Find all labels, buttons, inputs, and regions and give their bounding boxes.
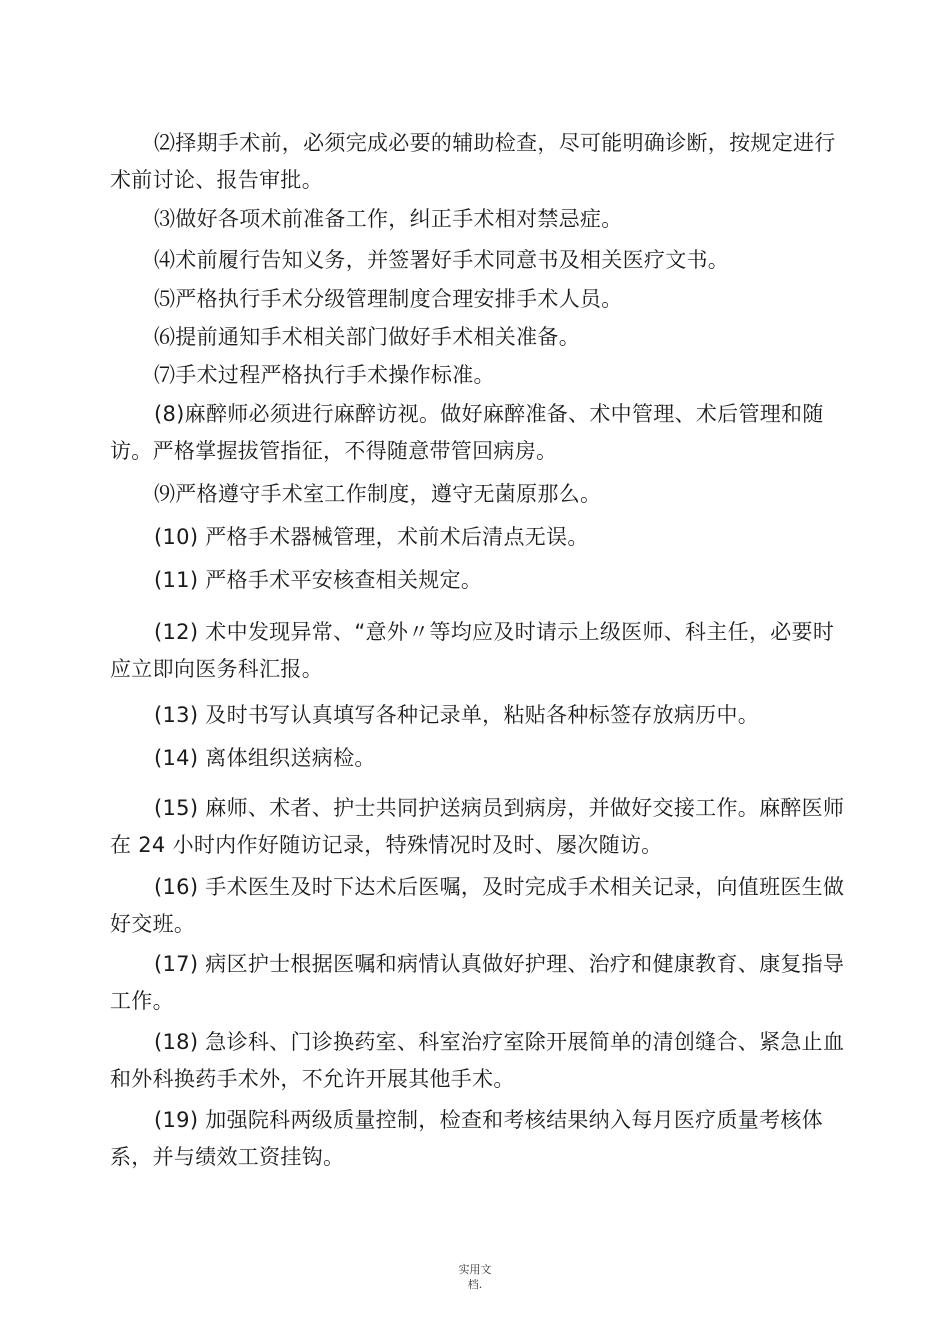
footer-line-1: 实用文 bbox=[458, 1263, 492, 1276]
paragraph-item-12: (12) 术中发现异常、“意外〃等均应及时请示上级医师、科主任，必要时应立即向医务科汇报。 bbox=[110, 620, 835, 681]
paragraph-item-18: (18) 急诊科、门诊换药室、科室治疗室除开展简单的清创缝合、紧急止血和外科换药手术外，不允许开展其他手术。 bbox=[110, 1030, 845, 1091]
paragraph-item-11: (11) 严格手术平安核查相关规定。 bbox=[154, 568, 483, 592]
paragraph-item-7: ⑺手术过程严格执行手术操作标准。 bbox=[154, 363, 495, 387]
paragraph-item-10: (10) 严格手术器械管理，术前术后清点无误。 bbox=[154, 525, 589, 549]
footer-line-2: 档. bbox=[467, 1278, 483, 1291]
paragraph-item-13: (13) 及时书写认真填写各种记录单，粘贴各种标签存放病历中。 bbox=[154, 703, 760, 727]
paragraph-item-2: ⑵择期手术前，必须完成必要的辅助检查，尽可能明确诊断，按规定进行术前讨论、报告审批。 bbox=[110, 131, 836, 192]
paragraph-item-15: (15) 麻师、术者、护士共同护送病员到病房，并做好交接工作。麻醉医师在 24 小时内作好随访记录，特殊情况时及时、屡次随访。 bbox=[110, 796, 845, 857]
paragraph-item-17: (17) 病区护士根据医嘱和病情认真做好护理、治疗和健康教育、康复指导工作。 bbox=[110, 952, 845, 1013]
paragraph-item-5: ⑸严格执行手术分级管理制度合理安排手术人员。 bbox=[154, 287, 623, 311]
paragraph-item-9: ⑼严格遵守手术室工作制度，遵守无菌原那么。 bbox=[154, 482, 602, 506]
paragraph-item-19: (19) 加强院科两级质量控制，检查和考核结果纳入每月医疗质量考核体系，并与绩效工资挂钩。 bbox=[110, 1108, 823, 1169]
page-footer bbox=[0, 1262, 950, 1292]
paragraph-item-4: ⑷术前履行告知义务，并签署好手术同意书及相关医疗文书。 bbox=[154, 248, 730, 272]
paragraph-item-6: ⑹提前通知手术相关部门做好手术相关准备。 bbox=[154, 325, 580, 349]
paragraph-item-8: (8)麻醉师必须进行麻醉访视。做好麻醉准备、术中管理、术后管理和随访。严格掌握拔管指征，不得随意带管回病房。 bbox=[110, 402, 824, 463]
paragraph-item-14: (14) 离体组织送病检。 bbox=[154, 746, 376, 770]
paragraph-item-16: (16) 手术医生及时下达术后医嘱，及时完成手术相关记录，向值班医生做好交班。 bbox=[110, 875, 845, 936]
paragraph-item-3: ⑶做好各项术前准备工作，纠正手术相对禁忌症。 bbox=[154, 207, 623, 231]
